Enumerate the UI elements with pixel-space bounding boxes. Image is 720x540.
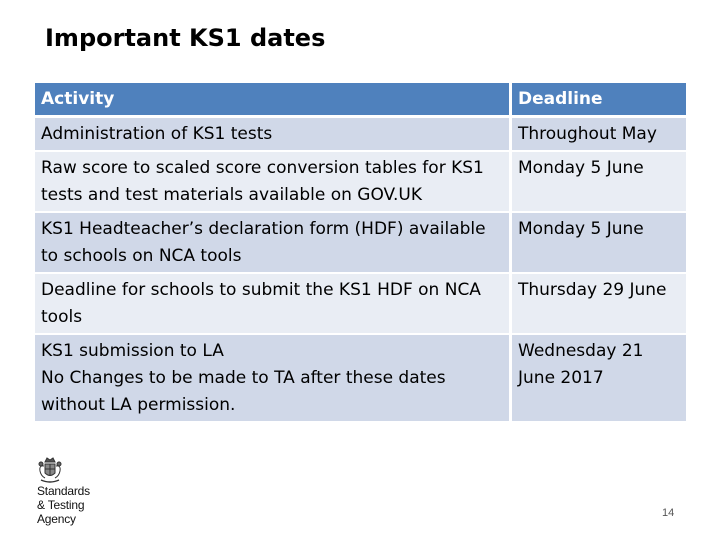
table-row (35, 335, 686, 423)
deadline-cell: Wednesday 21 June 2017 (509, 335, 686, 423)
royal-crest-icon (36, 456, 64, 486)
activity-line: KS1 submission to LA (41, 341, 224, 361)
table-header-row (35, 83, 686, 118)
table-row (35, 118, 686, 152)
activity-cell: Raw score to scaled score conversion tables for KS1 tests and test materials available on GOV.UK (35, 152, 509, 213)
table-row (35, 152, 686, 213)
sta-logo (36, 456, 106, 528)
deadline-cell: Monday 5 June (509, 152, 686, 213)
deadline-cell: Monday 5 June (509, 213, 686, 274)
table-row (35, 213, 686, 274)
activity-line: No Changes to be made to TA after these dates without LA permission. (41, 368, 446, 415)
deadline-cell: Throughout May (509, 118, 686, 152)
agency-name-line: Standards (37, 484, 90, 498)
activity-cell: Deadline for schools to submit the KS1 HDF on NCA tools (35, 274, 509, 335)
activity-cell: KS1 Headteacher’s declaration form (HDF) available to schools on NCA tools (35, 213, 509, 274)
agency-name-line: & Testing (37, 498, 85, 512)
agency-name (37, 484, 90, 526)
page-number: 14 (662, 507, 675, 519)
agency-name-line: Agency (37, 512, 76, 526)
header-deadline: Deadline (509, 83, 686, 118)
header-activity: Activity (35, 83, 509, 118)
activity-cell: Administration of KS1 tests (35, 118, 509, 152)
activity-cell (35, 335, 509, 423)
table-row (35, 274, 686, 335)
ks1-dates-table (35, 83, 686, 423)
slide-title: Important KS1 dates (45, 24, 326, 52)
deadline-cell: Thursday 29 June (509, 274, 686, 335)
